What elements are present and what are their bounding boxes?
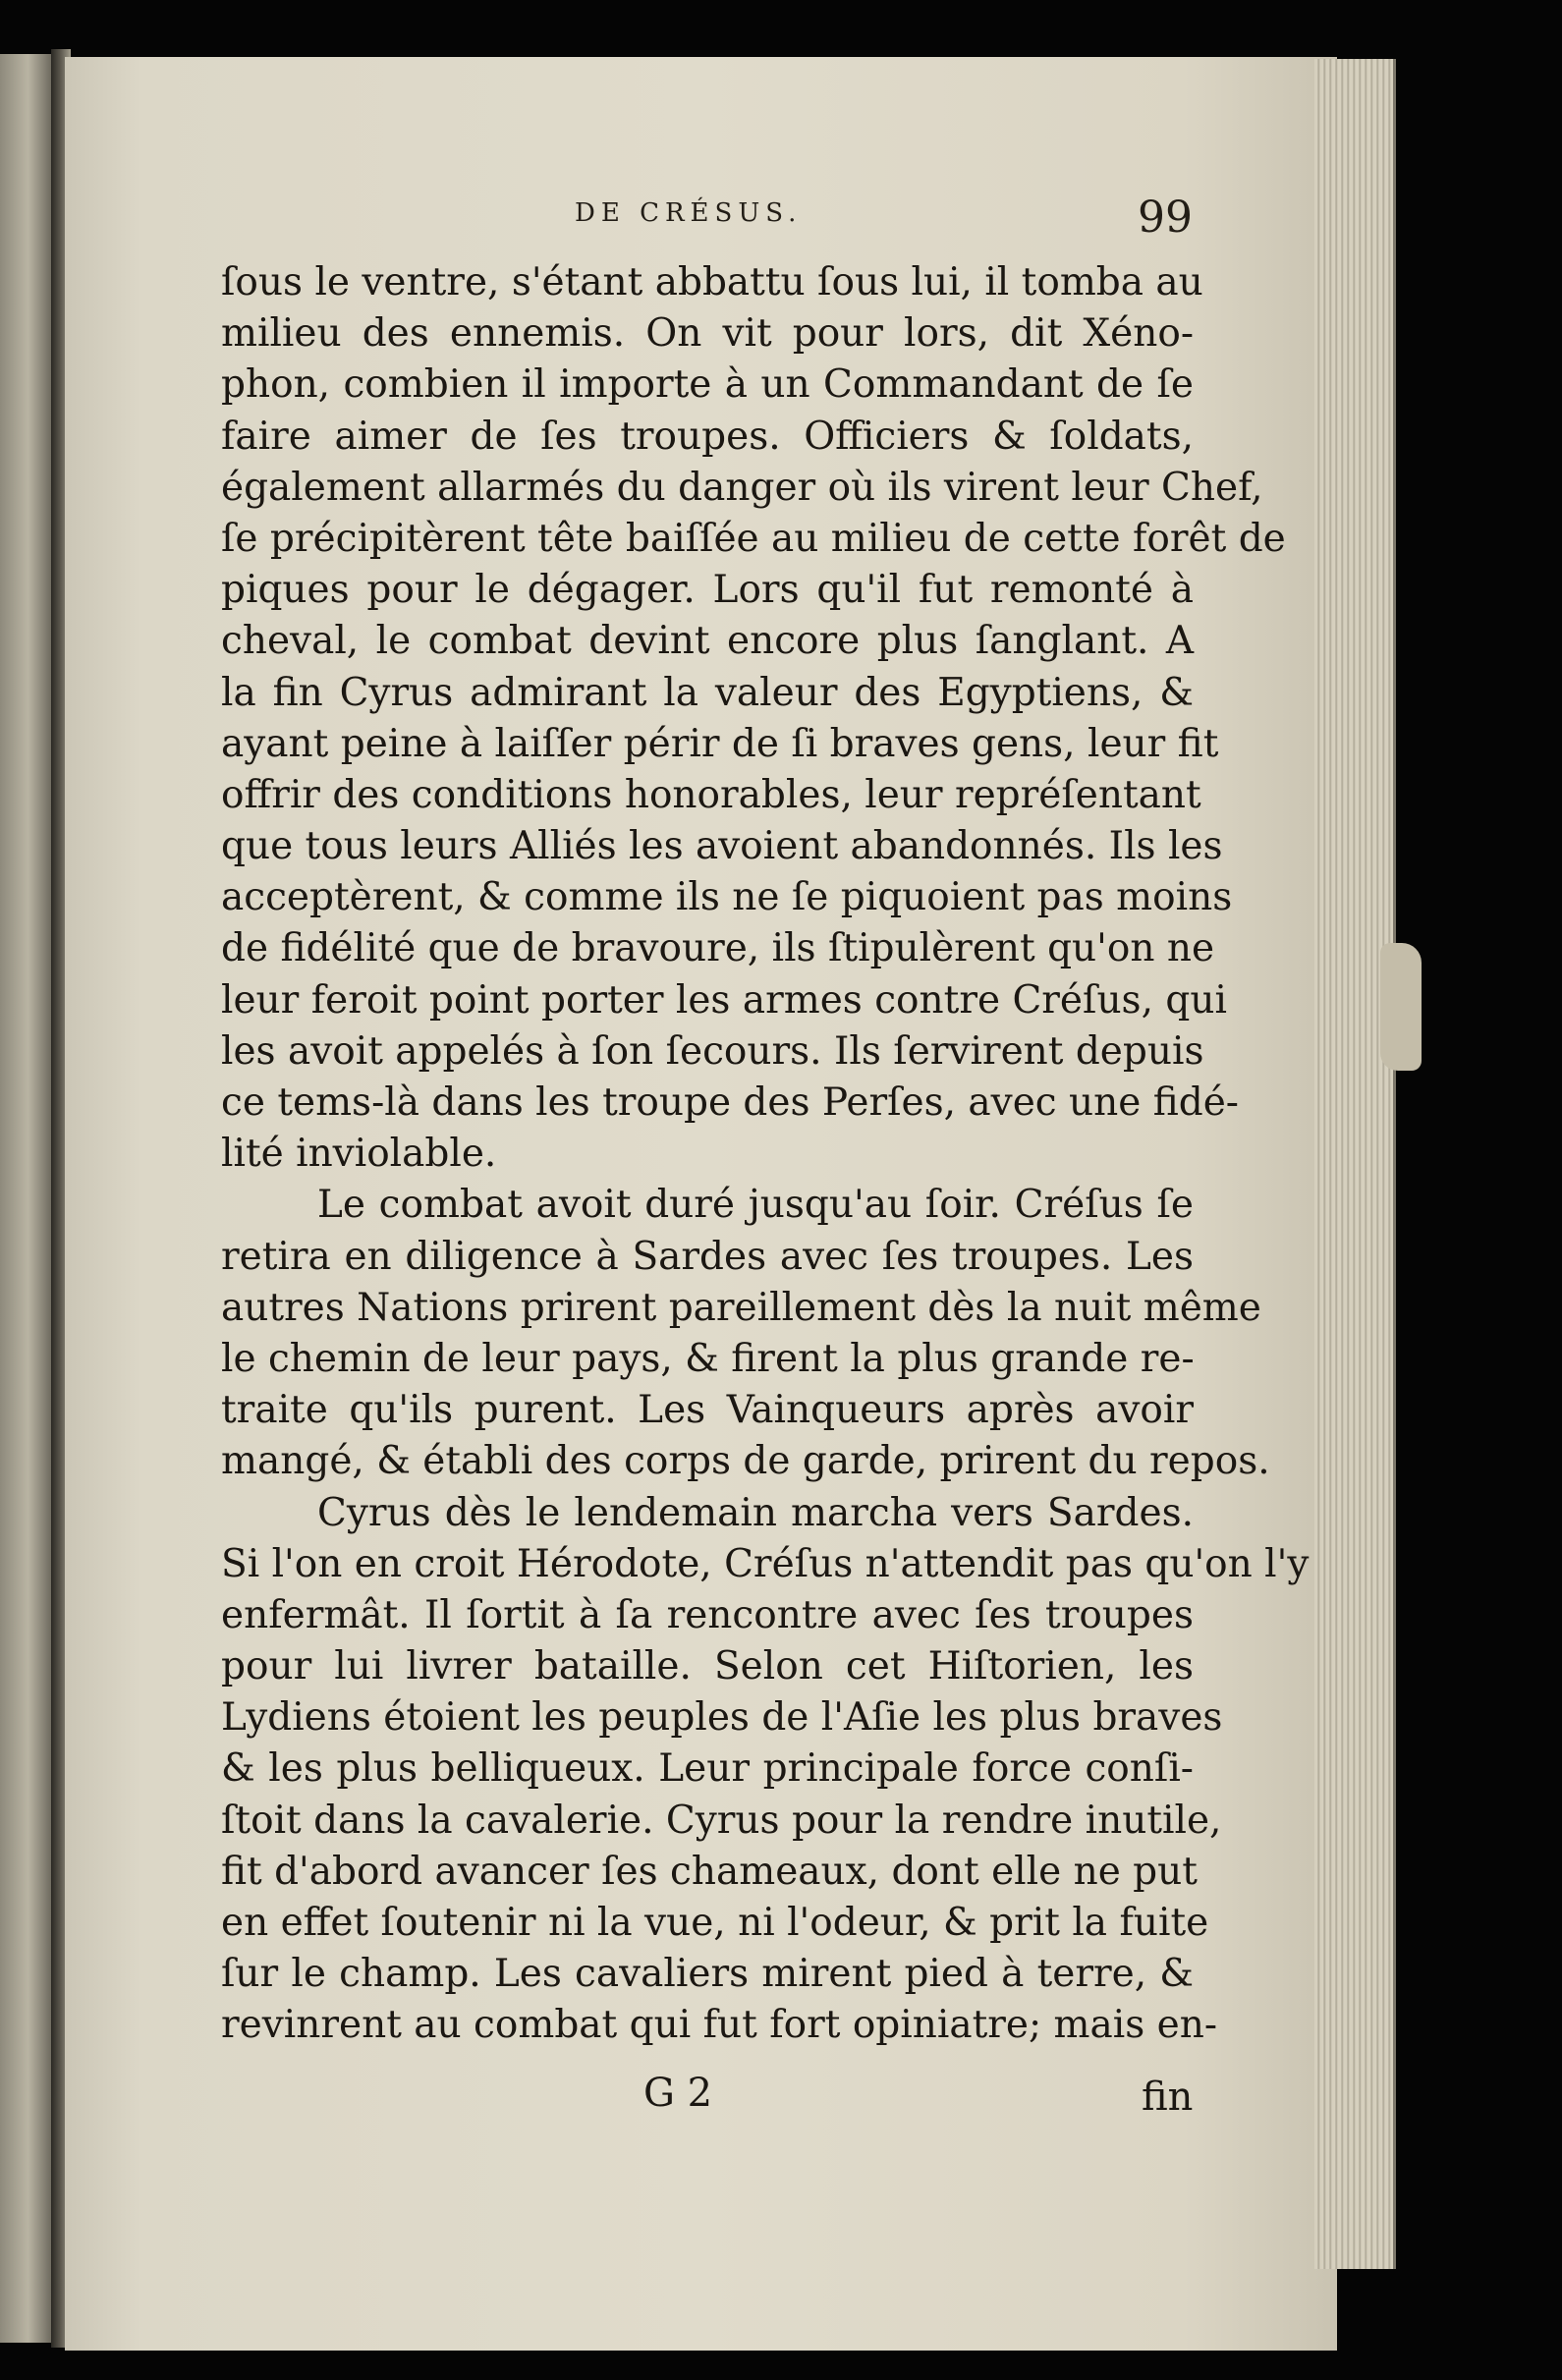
text-line: également allarmés du danger où ils virent leur Chef, — [221, 465, 1263, 510]
page-number: 99 — [1138, 193, 1193, 243]
body-text — [221, 257, 1310, 2052]
text-line: lité inviolable. — [221, 1132, 497, 1177]
text-line: Le combat avoit duré jusqu'au ſoir. Créſus ſe — [317, 1183, 1194, 1228]
text-line: Si l'on en croit Hérodote, Créſus n'attendit pas qu'on l'y — [221, 1541, 1310, 1586]
text-line: les avoit appelés à ſon ſecours. Ils ſervirent depuis — [221, 1028, 1204, 1074]
text-line: enfermât. Il ſortit à ſa rencontre avec ſes troupes — [221, 1592, 1194, 1637]
text-line: en effet ſoutenir ni la vue, ni l'odeur, & prit la fuite — [221, 1901, 1209, 1945]
text-line: mangé, & établi des corps de garde, prirent du repos. — [221, 1439, 1270, 1484]
text-line: retira en diligence à Sardes avec ſes troupes. Les — [221, 1234, 1194, 1279]
running-title: DE CRÉSUS. — [575, 198, 803, 228]
text-line: milieu des ennemis. On vit pour lors, dit Xéno- — [221, 311, 1194, 357]
text-line: phon, combien il importe à un Commandant de ſe — [221, 362, 1194, 408]
torn-page-edge — [1380, 943, 1422, 1071]
text-line: piques pour le dégager. Lors qu'il fut remonté à — [221, 568, 1194, 613]
text-line: traite qu'ils purent. Les Vainqueurs après avoir — [221, 1388, 1194, 1433]
text-line: de fidélité que de bravoure, ils ſtipulèrent qu'on ne — [221, 926, 1215, 971]
text-line: la fin Cyrus admirant la valeur des Egyptiens, & — [221, 670, 1194, 715]
text-line: cheval, le combat devint encore plus ſanglant. A — [221, 619, 1194, 664]
text-line: le chemin de leur pays, & firent la plus grande re- — [221, 1336, 1195, 1381]
text-line: autres Nations prirent pareillement dès la nuit même — [221, 1285, 1261, 1330]
text-line: Lydiens étoient les peuples de l'Aſie les plus braves — [221, 1695, 1223, 1741]
text-line: ſous le ventre, s'étant abbattu ſous lui, il tomba au — [221, 260, 1203, 304]
page-stack-edges — [1314, 59, 1396, 2269]
text-line: pour lui livrer bataille. Selon cet Hiſtorien, les — [221, 1644, 1194, 1689]
text-line: revinrent au combat qui fut fort opiniatre; mais en- — [221, 2003, 1217, 2048]
text-line: que tous leurs Alliés les avoient abandonnés. Ils les — [221, 824, 1223, 869]
text-line: ce tems-là dans les troupe des Perſes, avec une fidé- — [221, 1080, 1239, 1125]
text-line: faire aimer de ſes troupes. Officiers & ſoldats, — [221, 414, 1194, 459]
text-line: fit d'abord avancer ſes chameaux, dont elle ne put — [221, 1849, 1198, 1894]
signature-mark: G 2 — [643, 2071, 713, 2116]
text-line: acceptèrent, & comme ils ne ſe piquoient pas moins — [221, 875, 1233, 920]
text-line: ſe précipitèrent tête baiſſée au milieu de cette forêt de — [221, 516, 1286, 561]
text-line: offrir des conditions honorables, leur repréſentant — [221, 772, 1201, 817]
facing-page-edge — [0, 54, 51, 2343]
text-line: ayant peine à laiſſer périr de ſi braves gens, leur fit — [221, 721, 1219, 766]
text-line: leur feroit point porter les armes contre Créſus, qui — [221, 977, 1227, 1023]
catchword: fin — [1142, 2075, 1194, 2120]
text-line: ſur le champ. Les cavaliers mirent pied à terre, & — [221, 1952, 1194, 1997]
text-line: ſtoit dans la cavalerie. Cyrus pour la rendre inutile, — [221, 1798, 1222, 1843]
text-line: & les plus belliqueux. Leur principale force conſi- — [221, 1746, 1194, 1792]
text-line: Cyrus dès le lendemain marcha vers Sardes. — [317, 1490, 1194, 1535]
